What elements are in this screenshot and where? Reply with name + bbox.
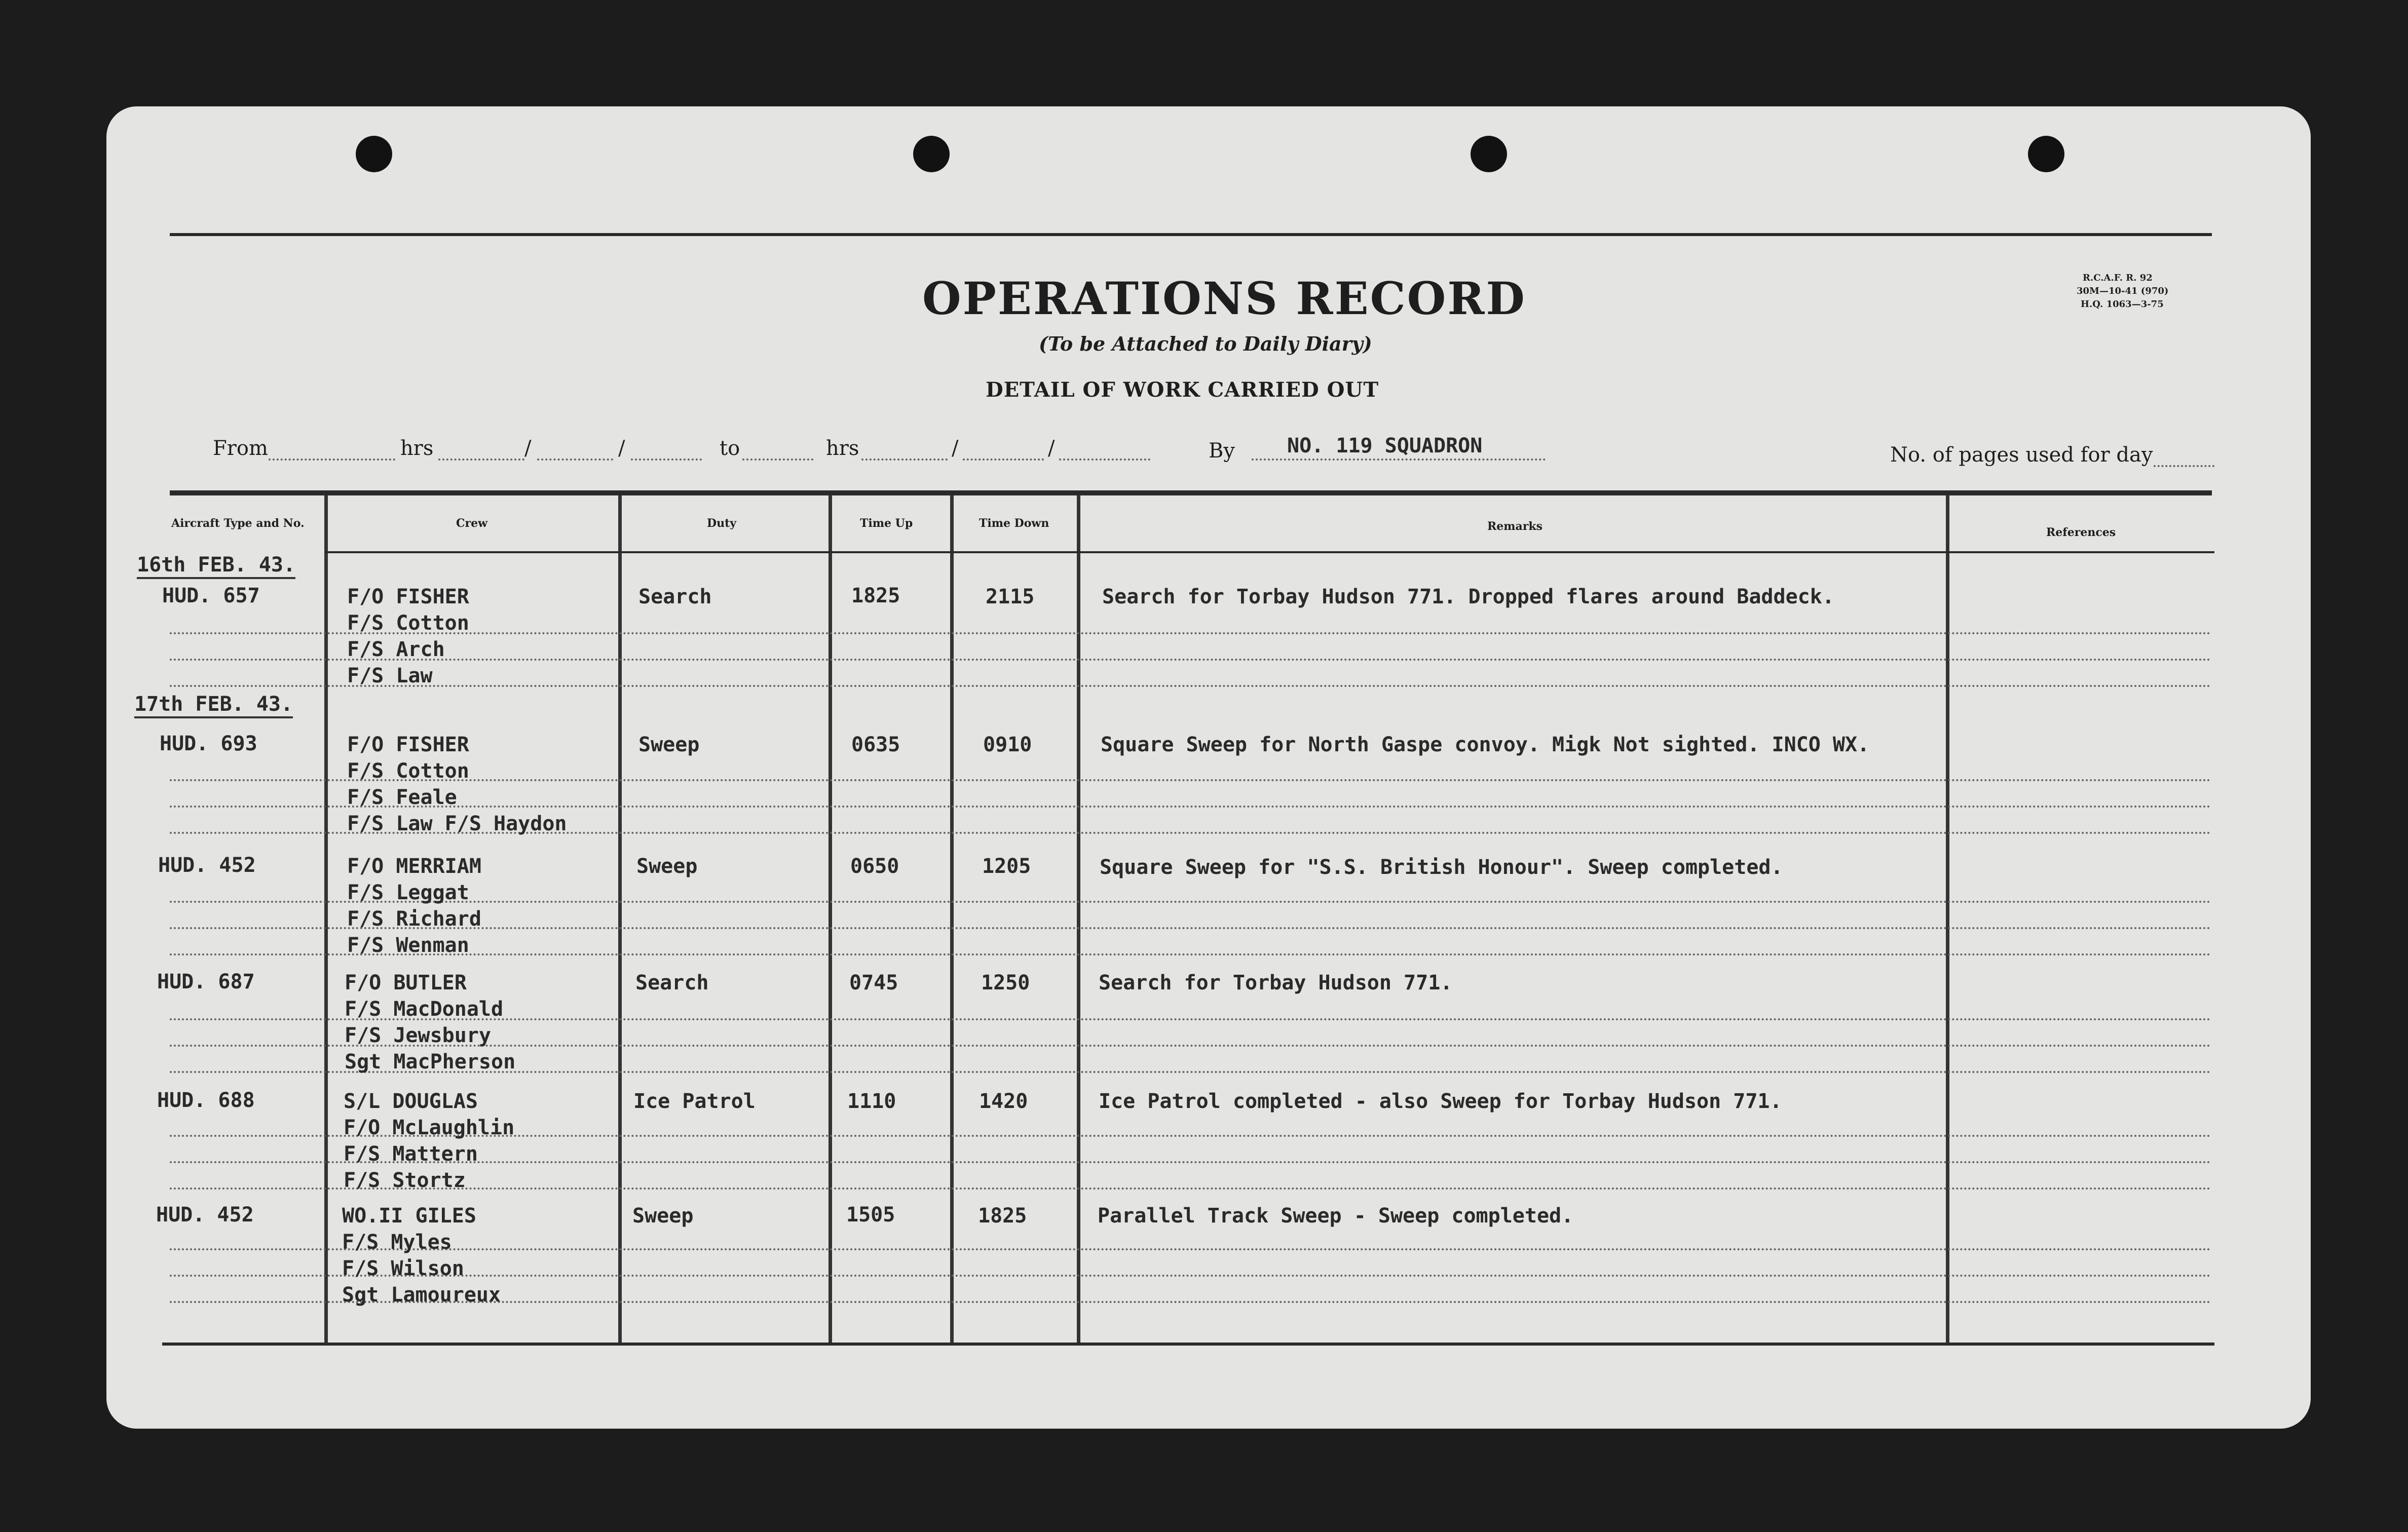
guide-line <box>170 806 2212 808</box>
slash: / <box>618 437 625 460</box>
pages-field <box>2154 465 2214 467</box>
crew-member: F/S Wilson <box>342 1257 464 1280</box>
crew-member: F/S Stortz <box>344 1169 466 1192</box>
crew-member: F/O BUTLER <box>345 971 467 994</box>
from-hrs-field <box>438 458 524 461</box>
remarks-cell: Search for Torbay Hudson 771. <box>1099 971 1453 994</box>
col-remarks-header: Remarks <box>1487 520 1543 533</box>
duty-cell: Sweep <box>636 855 698 878</box>
crew-member: F/S Cotton <box>347 611 469 635</box>
time-up-cell: 0635 <box>851 733 900 756</box>
crew-member: F/S Cotton <box>347 759 469 783</box>
guide-line <box>170 779 2212 781</box>
crew-member: F/S Law <box>347 664 433 687</box>
column-divider <box>950 495 954 1343</box>
to-label: to <box>720 437 740 460</box>
crew-member: F/S Wenman <box>347 934 469 957</box>
col-crew-header: Crew <box>456 517 488 530</box>
form-title: OPERATIONS RECORD <box>922 272 1526 325</box>
remarks-cell: Ice Patrol completed - also Sweep for Torbay Hudson 771. <box>1099 1090 1782 1113</box>
crew-member: F/S Richard <box>347 907 481 931</box>
time-down-cell: 1250 <box>981 971 1030 994</box>
crew-member: F/S MacDonald <box>345 998 504 1021</box>
aircraft-cell: HUD. 452 <box>156 1203 254 1227</box>
crew-member: F/S Leggat <box>347 881 469 904</box>
crew-member: S/L DOUGLAS <box>344 1090 478 1113</box>
duty-cell: Ice Patrol <box>633 1090 756 1113</box>
col-duty-header: Duty <box>707 517 737 530</box>
crew-member: F/S Law F/S Haydon <box>347 812 567 835</box>
from-day-field <box>537 458 613 461</box>
crew-member: F/S Jewsbury <box>345 1024 491 1047</box>
squadron-value: NO. 119 SQUADRON <box>1287 434 1483 457</box>
guide-line <box>170 953 2212 955</box>
time-up-cell: 1825 <box>851 584 900 607</box>
from-month-field <box>631 458 702 461</box>
remarks-cell: Square Sweep for "S.S. British Honour". Sweep completed. <box>1100 856 1783 879</box>
punch-hole <box>356 136 392 172</box>
time-down-cell: 0910 <box>983 733 1032 756</box>
time-up-cell: 1110 <box>847 1090 896 1113</box>
time-down-cell: 1420 <box>979 1090 1028 1113</box>
punch-hole <box>913 136 950 172</box>
column-divider <box>1946 495 1949 1343</box>
form-code-line: R.C.A.F. R. 92 <box>2083 273 2153 283</box>
guide-line <box>170 1275 2212 1277</box>
guide-line <box>170 632 2212 634</box>
crew-member: F/O FISHER <box>347 733 469 756</box>
header-underline <box>324 551 2214 553</box>
form-code-line: 30M—10-41 (970) <box>2077 286 2169 296</box>
duty-cell: Sweep <box>638 733 700 756</box>
col-aircraft-header: Aircraft Type and No. <box>171 517 305 530</box>
form-subtitle: (To be Attached to Daily Diary) <box>1039 332 1372 355</box>
crew-member: F/S Mattern <box>344 1142 478 1166</box>
slash: / <box>1048 437 1055 460</box>
aircraft-cell: HUD. 452 <box>158 854 256 877</box>
crew-member: WO.II GILES <box>342 1204 476 1228</box>
table-top-rule <box>170 490 2212 495</box>
crew-member: F/O FISHER <box>347 585 469 608</box>
punch-hole <box>1471 136 1507 172</box>
aircraft-cell: HUD. 693 <box>160 732 257 755</box>
to-day-field <box>963 458 1044 461</box>
slash: / <box>952 437 959 460</box>
to-field <box>742 458 813 461</box>
punch-hole <box>2028 136 2064 172</box>
aircraft-cell: HUD. 657 <box>162 584 260 607</box>
from-label: From <box>213 437 268 460</box>
duty-cell: Sweep <box>632 1204 694 1228</box>
guide-line <box>170 659 2212 661</box>
remarks-cell: Square Sweep for North Gaspe convoy. Migk Not sighted. INCO WX. <box>1101 733 1870 756</box>
col-time-down-header: Time Down <box>979 517 1049 530</box>
hrs-label: hrs <box>400 437 434 460</box>
duty-cell: Search <box>638 585 712 608</box>
hrs-label: hrs <box>826 437 859 460</box>
guide-line <box>170 685 2212 687</box>
crew-member: F/S Feale <box>347 786 457 809</box>
guide-line <box>170 1188 2212 1190</box>
by-field <box>1252 458 1546 461</box>
remarks-cell: Parallel Track Sweep - Sweep completed. <box>1098 1204 1574 1228</box>
top-rule <box>170 233 2212 236</box>
crew-member: F/O MERRIAM <box>347 855 481 878</box>
to-month-field <box>1059 458 1150 461</box>
time-down-cell: 1205 <box>982 855 1031 878</box>
column-divider <box>618 495 622 1343</box>
duty-cell: Search <box>635 971 709 994</box>
crew-member: Sgt Lamoureux <box>342 1283 501 1307</box>
aircraft-cell: HUD. 688 <box>157 1089 255 1112</box>
aircraft-cell: HUD. 687 <box>157 970 255 993</box>
column-divider <box>324 495 328 1343</box>
slash: / <box>524 437 532 460</box>
remarks-cell: Search for Torbay Hudson 771. Dropped flares around Baddeck. <box>1102 585 1834 608</box>
pages-label: No. of pages used for day <box>1890 443 2153 467</box>
date-heading: 17th FEB. 43. <box>134 694 293 718</box>
detail-heading: DETAIL OF WORK CARRIED OUT <box>986 378 1379 402</box>
crew-member: Sgt MacPherson <box>345 1050 516 1074</box>
column-divider <box>1077 495 1080 1343</box>
table-bottom-rule <box>162 1343 2214 1346</box>
date-heading: 16th FEB. 43. <box>137 555 295 579</box>
from-field <box>269 458 395 461</box>
operations-record-card <box>106 106 2311 1429</box>
to-hrs-field <box>861 458 948 461</box>
crew-member: F/O McLaughlin <box>344 1116 515 1139</box>
time-up-cell: 0650 <box>850 855 899 878</box>
col-references-header: References <box>2046 526 2116 539</box>
time-up-cell: 0745 <box>849 971 898 994</box>
column-divider <box>829 495 832 1343</box>
col-time-up-header: Time Up <box>860 517 913 530</box>
form-code-line: H.Q. 1063—3-75 <box>2081 299 2164 310</box>
guide-line <box>170 1248 2212 1250</box>
crew-member: F/S Myles <box>342 1231 452 1254</box>
time-down-cell: 2115 <box>986 585 1035 608</box>
by-label: By <box>1209 439 1235 463</box>
crew-member: F/S Arch <box>347 638 445 661</box>
time-up-cell: 1505 <box>846 1203 895 1227</box>
time-down-cell: 1825 <box>978 1204 1027 1228</box>
guide-line <box>170 901 2212 903</box>
